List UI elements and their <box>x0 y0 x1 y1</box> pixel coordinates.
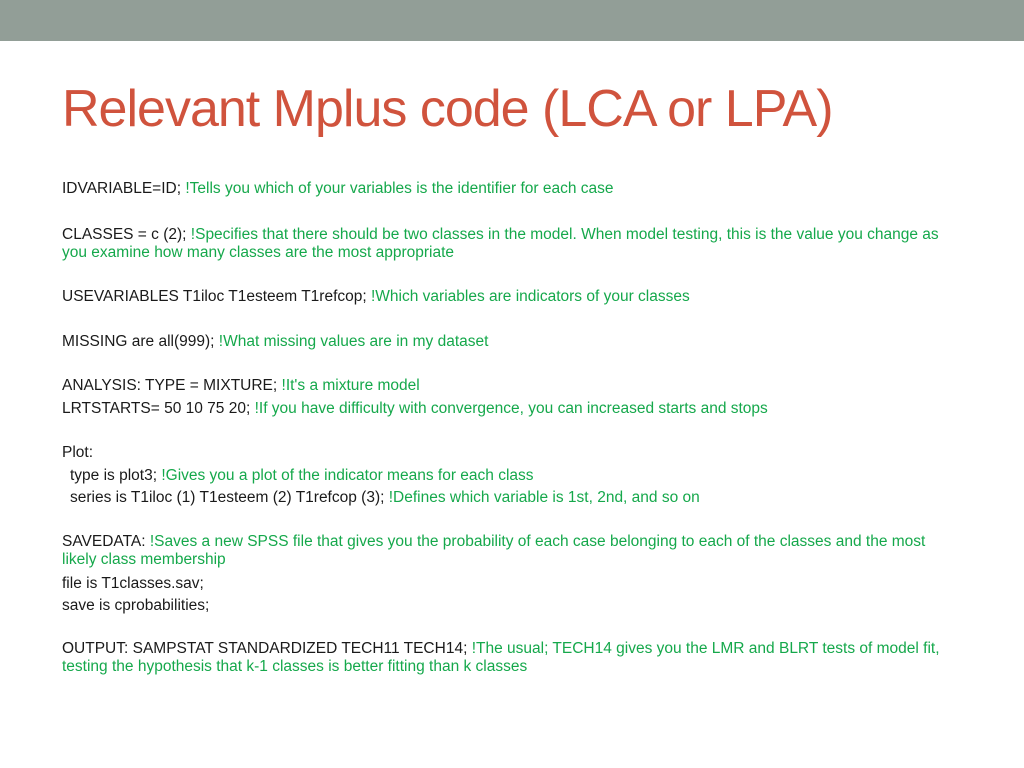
code-text: type is plot3; <box>70 467 162 484</box>
code-line-plot <box>62 444 962 462</box>
code-line-savedata <box>62 533 962 569</box>
code-line-analysis <box>62 377 962 395</box>
header-bar <box>0 0 1024 41</box>
code-comment: !Defines which variable is 1st, 2nd, and so on <box>388 489 700 506</box>
code-line-plot-type <box>62 467 970 485</box>
code-line-missing <box>62 333 962 351</box>
code-comment: !Gives you a plot of the indicator means for each class <box>161 467 534 484</box>
slide-title: Relevant Mplus code (LCA or LPA) <box>62 80 833 138</box>
code-line-usevariables <box>62 288 962 306</box>
code-text: IDVARIABLE=ID; <box>62 180 186 197</box>
code-line-savedata-save <box>62 597 962 615</box>
code-text: file is T1classes.sav; <box>62 575 204 592</box>
code-comment: !What missing values are in my dataset <box>218 333 489 350</box>
code-text: OUTPUT: SAMPSTAT STANDARDIZED TECH11 TECH14; <box>62 640 472 657</box>
code-comment: !Tells you which of your variables is the identifier for each case <box>185 180 614 197</box>
code-comment: !The usual; TECH14 gives you the LMR and BLRT tests of model fit, testing the hypothesis that k-1 classes is better fitting than k classes <box>62 640 940 675</box>
code-comment: !Saves a new SPSS file that gives you the probability of each case belonging to each of the classes and the most likely class membership <box>62 533 926 568</box>
code-line-savedata-file <box>62 575 962 593</box>
code-line-output <box>62 640 962 676</box>
code-comment: !It's a mixture model <box>281 377 420 394</box>
code-text: Plot: <box>62 444 94 461</box>
code-comment: !If you have difficulty with convergence, you can increased starts and stops <box>254 400 768 417</box>
code-text: LRTSTARTS= 50 10 75 20; <box>62 400 255 417</box>
code-text: SAVEDATA: <box>62 533 150 550</box>
code-line-idvariable <box>62 180 962 198</box>
code-comment: !Specifies that there should be two classes in the model. When model testing, this is the value you change as you examine how many classes are the most appropriate <box>62 226 939 261</box>
code-line-classes <box>62 226 962 262</box>
code-comment: !Which variables are indicators of your classes <box>371 288 690 305</box>
code-line-plot-series <box>62 489 970 507</box>
code-text: USEVARIABLES T1iloc T1esteem T1refcop; <box>62 288 371 305</box>
code-text: MISSING are all(999); <box>62 333 219 350</box>
code-text: save is cprobabilities; <box>62 597 210 614</box>
code-text: series is T1iloc (1) T1esteem (2) T1refcop (3); <box>70 489 389 506</box>
code-text: ANALYSIS: TYPE = MIXTURE; <box>62 377 282 394</box>
code-text: CLASSES = c (2); <box>62 226 191 243</box>
code-line-lrtstarts <box>62 400 962 418</box>
